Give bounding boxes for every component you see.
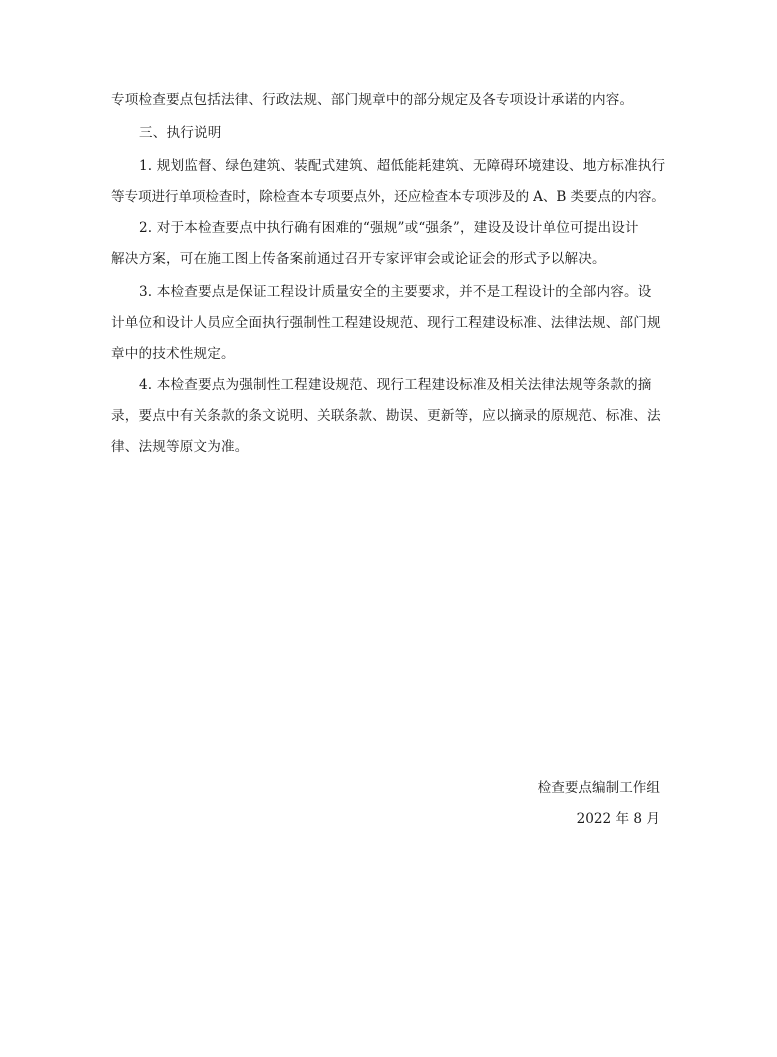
paragraph-continuation-line: 专项检查要点包括法律、行政法规、部门规章中的部分规定及各专项设计承诺的内容。	[111, 92, 634, 108]
item-3-line-2: 计单位和设计人员应全面执行强制性工程建设规范、现行工程建设标准、法律法规、部门规	[111, 315, 661, 331]
item-3-line-3: 章中的技术性规定。	[111, 346, 235, 362]
item-2-line-2: 解决方案，可在施工图上传备案前通过召开专家评审会或论证会的形式予以解决。	[111, 251, 606, 267]
item-4-line-2: 录，要点中有关条款的条文说明、关联条款、勘误、更新等，应以摘录的原规范、标准、法	[111, 408, 661, 424]
signature-date: 2022 年 8 月	[576, 811, 660, 827]
item-3-line-1: 3. 本检查要点是保证工程设计质量安全的主要要求，并不是工程设计的全部内容。设	[139, 284, 652, 300]
item-1-line-1: 1. 规划监督、绿色建筑、装配式建筑、超低能耗建筑、无障碍环境建设、地方标准执行	[139, 158, 666, 174]
signature-organization: 检查要点编制工作组	[537, 780, 660, 796]
item-4-line-1: 4. 本检查要点为强制性工程建设规范、现行工程建设标准及相关法律法规等条款的摘	[139, 377, 652, 393]
item-2-line-1: 2. 对于本检查要点中执行确有困难的“强规”或“强条”，建设及设计单位可提出设计	[139, 220, 639, 236]
item-1-line-2: 等专项进行单项检查时，除检查本专项要点外，还应检查本专项涉及的 A、B 类要点的内容。	[111, 189, 665, 205]
item-4-line-3: 律、法规等原文为准。	[111, 439, 249, 455]
section-heading: 三、执行说明	[139, 125, 222, 141]
